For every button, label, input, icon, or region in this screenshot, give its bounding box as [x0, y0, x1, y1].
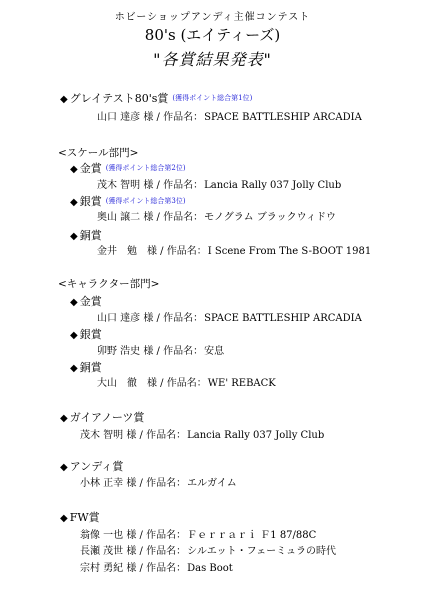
award-greatest: ◆ グレイテスト80's賞 (獲得ポイント総合第1位) [60, 92, 253, 105]
winner-entry: 山口 達彦 様 / 作品名：SPACE BATTLESHIP ARCADIA [97, 112, 362, 123]
award-andy: ◆ アンディ賞 [60, 460, 124, 473]
diamond-icon: ◆ [70, 231, 78, 242]
work-title: I Scene From The S-BOOT 1981 [207, 246, 372, 257]
diamond-icon: ◆ [60, 462, 68, 473]
winner-entry: 茂木 智明 様 / 作品名：Lancia Rally 037 Jolly Club [97, 180, 342, 191]
work-title: シルエット・フェーミュラの時代 [187, 546, 336, 557]
work-title: Lancia Rally 037 Jolly Club [204, 180, 342, 191]
contest-title: 80's (エイティーズ) [144, 26, 281, 44]
award-character-bronze: ◆ 銅賞 [70, 361, 102, 374]
winner-entry: 宗村 勇紀 様 / 作品名：Das Boot [80, 563, 233, 574]
diamond-icon: ◆ [70, 197, 78, 208]
winner-entry: 長瀬 茂世 様 / 作品名：シルエット・フェーミュラの時代 [80, 546, 336, 557]
award-scale-gold: ◆ 金賞 (獲得ポイント総合第2位) [70, 162, 186, 175]
winner-entry: 卯野 浩史 様 / 作品名：安息 [97, 346, 225, 357]
ranking-note: (獲得ポイント総合第3位) [105, 197, 186, 205]
page-title: "各賞結果発表" [153, 50, 272, 69]
work-title: Das Boot [187, 563, 233, 574]
winner-entry: 大山 徹 様 / 作品名：WE' REBACK [97, 378, 276, 389]
work-title: SPACE BATTLESHIP ARCADIA [204, 112, 362, 123]
winner-entry: 金井 勉 様 / 作品名：I Scene From The S-BOOT 1981 [97, 246, 372, 257]
diamond-icon: ◆ [70, 297, 78, 308]
division-title-scale: <スケール部門> [58, 147, 139, 159]
diamond-icon: ◆ [70, 363, 78, 374]
ranking-note: (獲得ポイント総合第1位) [172, 94, 253, 102]
winner-entry: 翁像 一也 様 / 作品名：Ｆｅｒｒａｒｉ Ｆ1 87/88C [80, 530, 317, 541]
work-title: Lancia Rally 037 Jolly Club [187, 430, 325, 441]
award-scale-bronze: ◆ 銅賞 [70, 229, 102, 242]
work-title: SPACE BATTLESHIP ARCADIA [204, 313, 362, 324]
award-fw: ◆ FW賞 [60, 511, 100, 524]
work-title: エルガイム [187, 478, 237, 489]
winner-entry: 山口 達彦 様 / 作品名：SPACE BATTLESHIP ARCADIA [97, 313, 362, 324]
award-character-gold: ◆ 金賞 [70, 295, 102, 308]
award-scale-silver: ◆ 銀賞 (獲得ポイント総合第3位) [70, 195, 186, 208]
winner-entry: 茂木 智明 様 / 作品名：Lancia Rally 037 Jolly Club [80, 430, 325, 441]
work-title: WE' REBACK [207, 378, 276, 389]
diamond-icon: ◆ [60, 94, 68, 105]
award-gaianotes: ◆ ガイアノーツ賞 [60, 411, 145, 424]
diamond-icon: ◆ [70, 164, 78, 175]
work-title: Ｆｅｒｒａｒｉ Ｆ1 87/88C [187, 530, 317, 541]
diamond-icon: ◆ [70, 330, 78, 341]
ranking-note: (獲得ポイント総合第2位) [105, 164, 186, 172]
winner-entry: 奥山 譲二 様 / 作品名：モノグラム ブラックウィドウ [97, 212, 336, 223]
contest-organizer: ホビーショップアンディ主催コンテスト [114, 12, 311, 23]
award-character-silver: ◆ 銀賞 [70, 328, 102, 341]
winner-entry: 小林 正幸 様 / 作品名：エルガイム [80, 478, 237, 489]
work-title: モノグラム ブラックウィドウ [204, 212, 336, 223]
diamond-icon: ◆ [60, 513, 68, 524]
division-title-character: <キャラクター部門> [58, 278, 160, 290]
diamond-icon: ◆ [60, 413, 68, 424]
work-title: 安息 [204, 346, 225, 357]
